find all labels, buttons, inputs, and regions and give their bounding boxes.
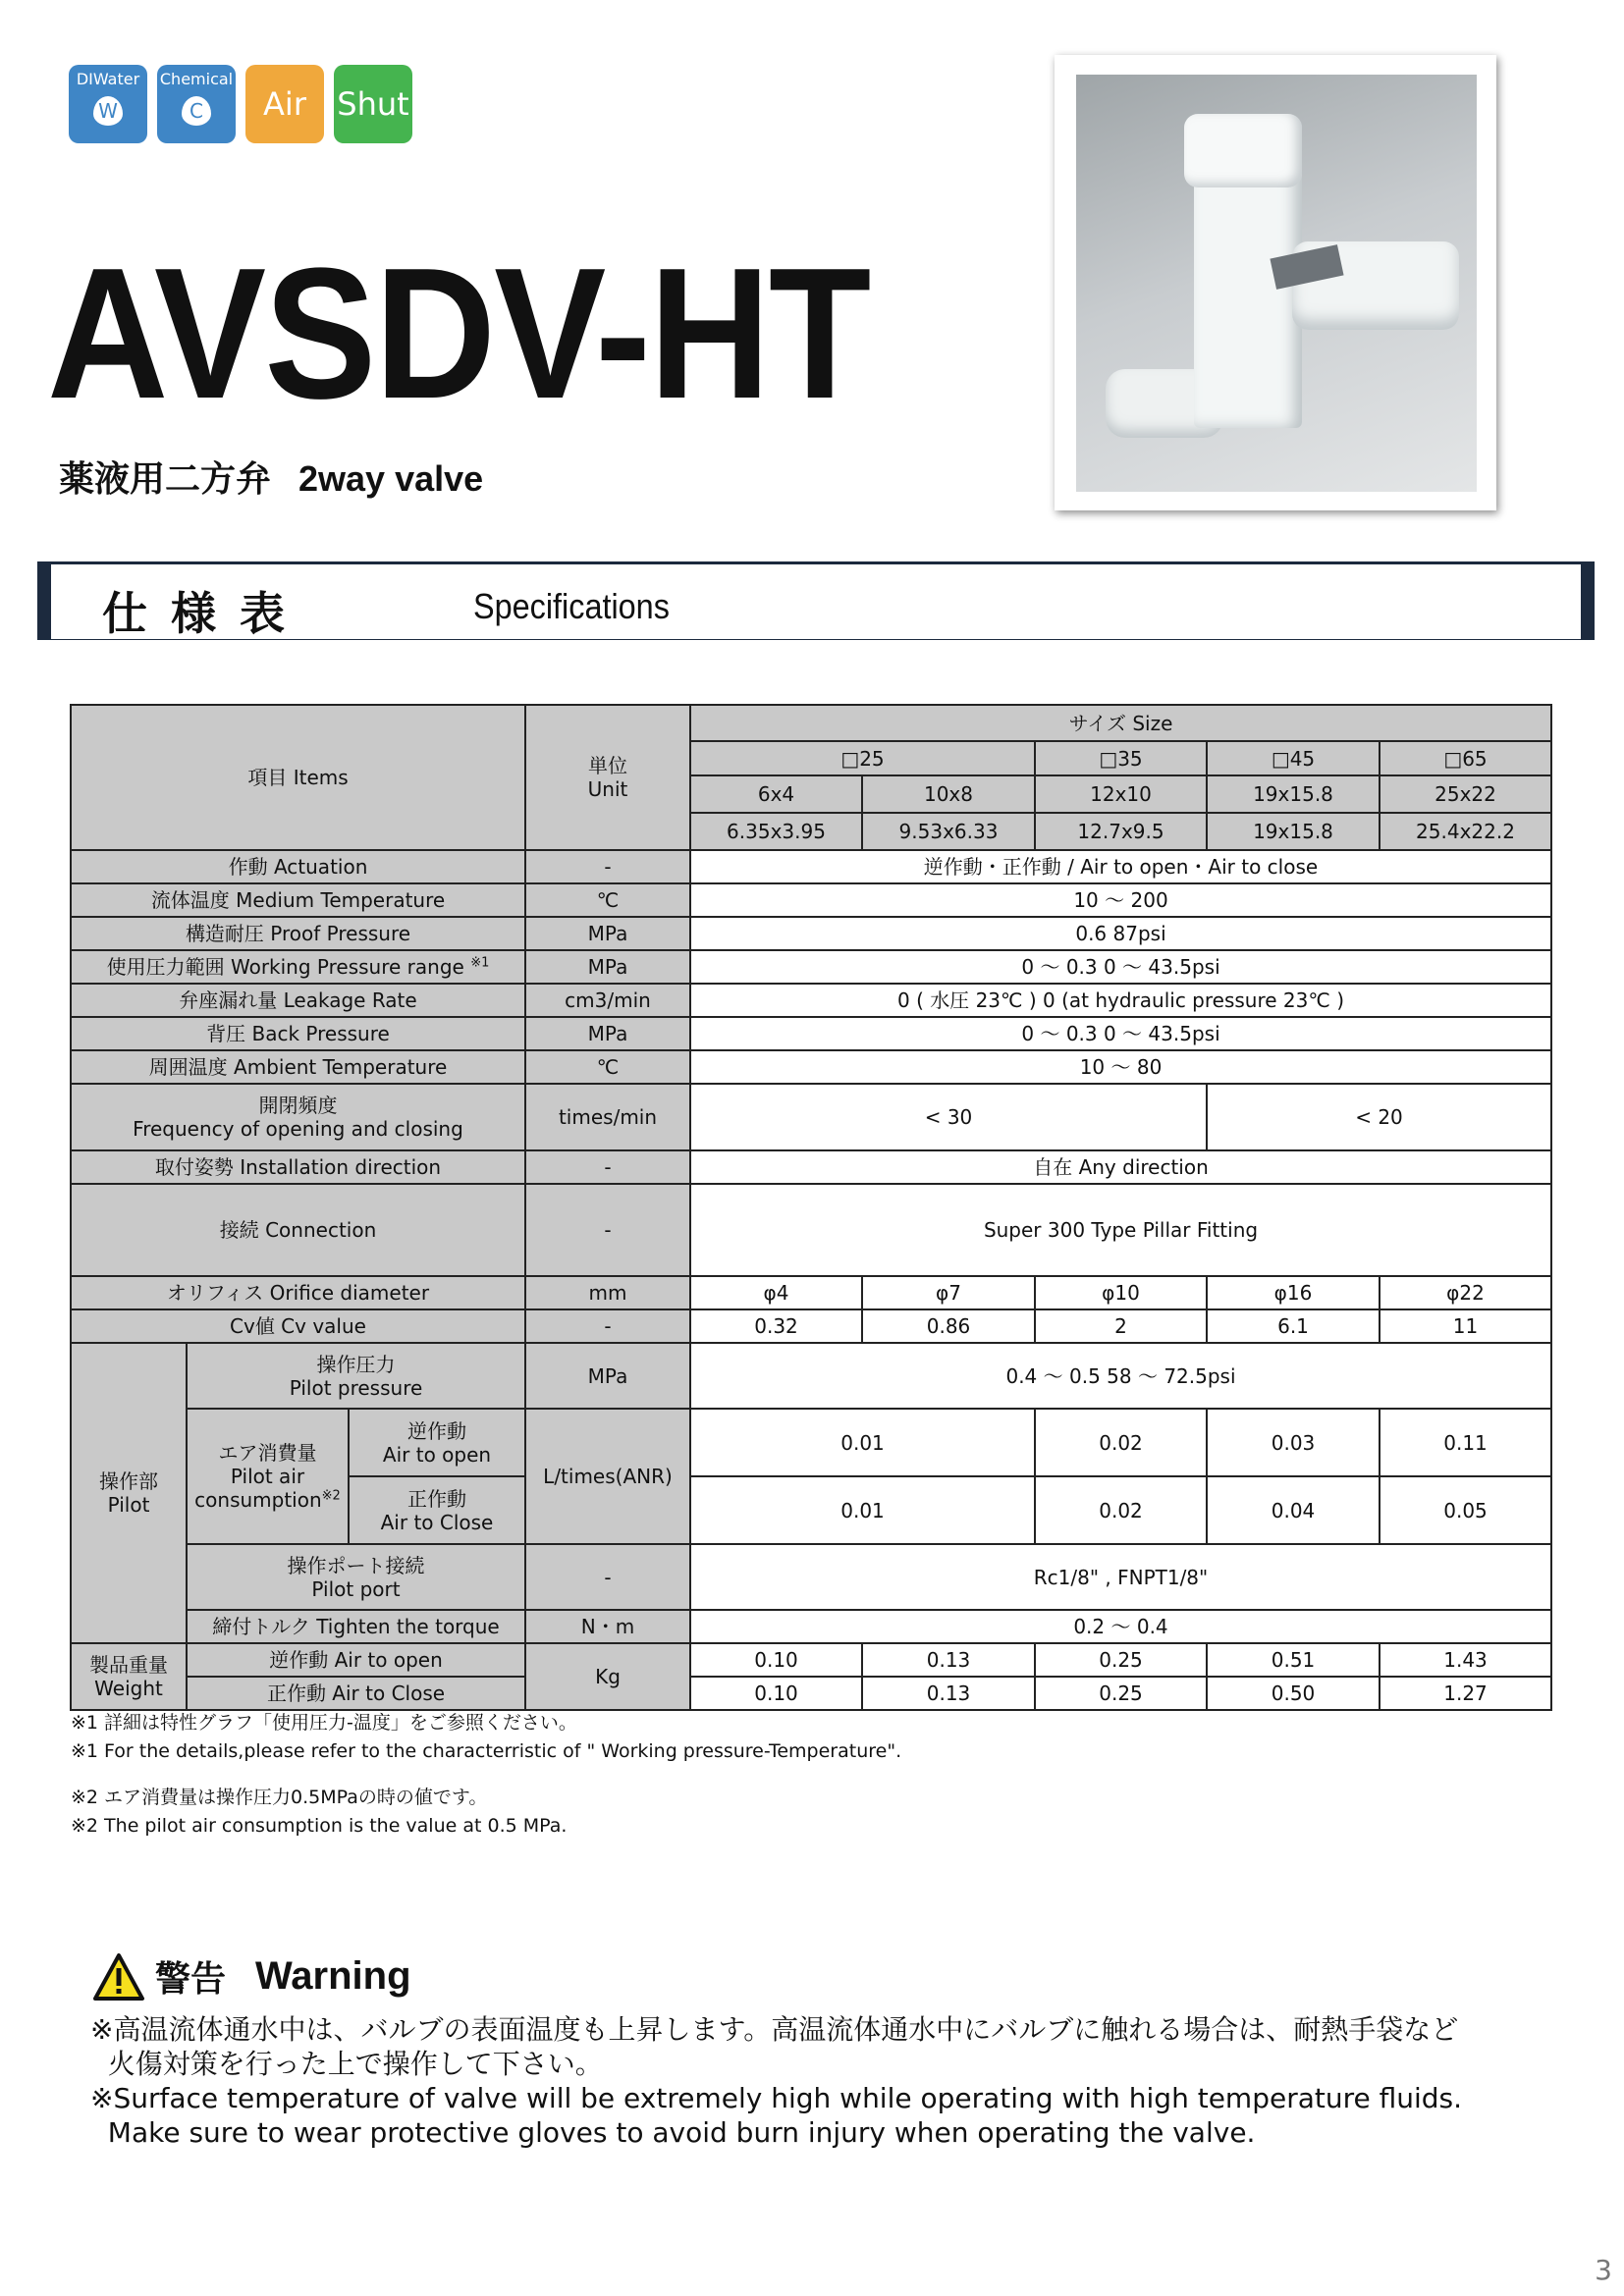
row-label-working xyxy=(71,950,525,984)
chemical-badge xyxy=(157,65,236,143)
frequency-label-jp: 開閉頻度 xyxy=(258,1094,338,1117)
warning-line: ※高温流体通水中は、バルブの表面温度も上昇します。高温流体通水中にバルブに触れる場合は、耐熱手袋など xyxy=(90,2013,1459,2046)
diwater-badge xyxy=(69,65,147,143)
pilot-port-en: Pilot port xyxy=(311,1576,401,1601)
row-value: 0.2 ～ 0.4 xyxy=(690,1610,1551,1643)
row-value: 1.27 xyxy=(1380,1677,1551,1710)
section-header xyxy=(37,561,1595,640)
size-inch-cell: 9.53x6.33 xyxy=(862,813,1035,850)
valve-cap xyxy=(1184,114,1302,187)
page-number: 3 xyxy=(1595,2254,1612,2286)
size-group-65: □65 xyxy=(1380,741,1551,775)
water-drop-icon xyxy=(93,96,123,126)
row-value: 2 xyxy=(1035,1309,1207,1343)
row-value: 0.6 87psi xyxy=(690,917,1551,950)
header-items: 項目 Items xyxy=(71,705,525,850)
row-value: 0.03 xyxy=(1207,1409,1380,1476)
header-unit xyxy=(525,705,690,850)
subtitle-jp: 薬液用二方弁 xyxy=(59,459,272,500)
row-value: 6.1 xyxy=(1207,1309,1380,1343)
header-unit-jp: 単位 xyxy=(588,754,627,777)
size-cell: 19x15.8 xyxy=(1207,775,1380,813)
warning-icon xyxy=(92,1952,145,2002)
weight-group-label xyxy=(71,1643,187,1710)
chemical-symbol: C xyxy=(189,99,203,123)
row-value: 0 ～ 0.3 0 ～ 43.5psi xyxy=(690,950,1551,984)
size-cell: 6x4 xyxy=(690,775,862,813)
row-value: < 30 xyxy=(690,1084,1207,1150)
size-group-45: □45 xyxy=(1207,741,1380,775)
subtitle-en: 2way valve xyxy=(298,458,484,499)
warning-title-en: Warning xyxy=(255,1954,411,1998)
note-2-en: ※2 The pilot air consumption is the value at 0.5 MPa. xyxy=(71,1815,568,1837)
note-1-en: ※1 For the details,please refer to the characterristic of " Working pressure-Temperature". xyxy=(71,1740,902,1762)
row-value: 0.02 xyxy=(1035,1409,1207,1476)
row-value: 0 ( 水圧 23℃ ) 0 (at hydraulic pressure 23℃ ) xyxy=(690,984,1551,1017)
air-open-en: Air to open xyxy=(382,1442,492,1467)
row-value: 逆作動・正作動 / Air to open・Air to close xyxy=(690,850,1551,883)
row-value: 0.32 xyxy=(690,1309,862,1343)
spec-table xyxy=(70,704,1552,1711)
warning-text xyxy=(90,2012,1462,2150)
row-value: 自在 Any direction xyxy=(690,1150,1551,1184)
pilot-group-label xyxy=(71,1343,187,1643)
product-title: AVSDV-HT xyxy=(47,230,870,438)
size-inch-cell: 6.35x3.95 xyxy=(690,813,862,850)
row-value: φ4 xyxy=(690,1276,862,1309)
header-size: サイズ Size xyxy=(690,705,1551,741)
row-value: 0.4 ～ 0.5 58 ～ 72.5psi xyxy=(690,1343,1551,1409)
size-cell: 25x22 xyxy=(1380,775,1551,813)
row-value: 11 xyxy=(1380,1309,1551,1343)
row-unit: - xyxy=(525,1309,690,1343)
air-open-label xyxy=(350,1410,524,1477)
section-title-jp: 仕様表 xyxy=(102,587,308,640)
section-title-en: Specifications xyxy=(473,586,670,626)
row-value: 0.02 xyxy=(1035,1476,1207,1544)
product-photo xyxy=(1055,55,1496,510)
size-inch-cell: 19x15.8 xyxy=(1207,813,1380,850)
warning-header xyxy=(92,1951,411,2002)
row-value: 0.13 xyxy=(862,1677,1035,1710)
row-unit: Kg xyxy=(525,1643,690,1710)
row-label-leakage: 弁座漏れ量 Leakage Rate xyxy=(71,984,525,1017)
shut-label: Shut xyxy=(337,85,409,123)
note-2-jp: ※2 エア消費量は操作圧力0.5MPaの時の値です。 xyxy=(71,1787,488,1808)
air-badge xyxy=(245,65,324,143)
row-unit: - xyxy=(525,1150,690,1184)
warning-line: 火傷対策を行った上で操作して下さい。 xyxy=(90,2048,603,2080)
row-value: φ22 xyxy=(1380,1276,1551,1309)
row-value: 0.04 xyxy=(1207,1476,1380,1544)
pilot-group-jp: 操作部 xyxy=(99,1469,158,1493)
working-label-text: 使用圧力範囲 Working Pressure range xyxy=(106,955,464,979)
shut-badge xyxy=(334,65,412,143)
row-unit: N・m xyxy=(525,1610,690,1643)
row-value: 1.43 xyxy=(1380,1643,1551,1677)
size-inch-cell: 25.4x22.2 xyxy=(1380,813,1551,850)
air-open-jp: 逆作動 xyxy=(407,1418,466,1443)
warning-line: Make sure to wear protective gloves to avoid burn injury when operating the valve. xyxy=(90,2116,1256,2149)
row-label-orifice: オリフィス Orifice diameter xyxy=(71,1276,525,1309)
row-value: 0.51 xyxy=(1207,1643,1380,1677)
pilot-port-jp: 操作ポート接続 xyxy=(287,1553,425,1577)
weight-close-label: 正作動 Air to Close xyxy=(187,1677,525,1710)
usage-badges xyxy=(69,65,412,143)
weight-group-en: Weight xyxy=(94,1677,163,1700)
size-inch-cell: 12.7x9.5 xyxy=(1035,813,1207,850)
air-close-en: Air to Close xyxy=(380,1510,494,1534)
row-value: 0.13 xyxy=(862,1643,1035,1677)
row-label-connection: 接続 Connection xyxy=(71,1184,525,1276)
row-unit: times/min xyxy=(525,1084,690,1150)
row-unit: - xyxy=(525,850,690,883)
air-consumption-label-cell xyxy=(187,1409,525,1544)
row-unit: mm xyxy=(525,1276,690,1309)
air-consumption-jp: エア消費量 xyxy=(218,1441,317,1465)
row-unit: MPa xyxy=(525,917,690,950)
air-footnote: ※2 xyxy=(321,1488,341,1504)
pilot-pressure-jp: 操作圧力 xyxy=(316,1352,396,1376)
row-value: φ10 xyxy=(1035,1276,1207,1309)
row-label-install: 取付姿勢 Installation direction xyxy=(71,1150,525,1184)
air-consumption-en1: Pilot air xyxy=(230,1465,305,1488)
air-mode-labels xyxy=(350,1410,524,1543)
header-unit-en: Unit xyxy=(587,777,628,801)
row-value: < 20 xyxy=(1207,1084,1551,1150)
row-value: Super 300 Type Pillar Fitting xyxy=(690,1184,1551,1276)
air-consumption-en2: consumption xyxy=(194,1488,322,1512)
row-unit: L/times(ANR) xyxy=(525,1409,690,1544)
row-value: 10 ～ 200 xyxy=(690,883,1551,917)
row-unit: - xyxy=(525,1184,690,1276)
footnotes xyxy=(71,1709,901,1841)
size-group-25: □25 xyxy=(690,741,1035,775)
size-group-35: □35 xyxy=(1035,741,1207,775)
note-1-jp: ※1 詳細は特性グラフ「使用圧力-温度」をご参照ください。 xyxy=(71,1712,577,1734)
row-unit: MPa xyxy=(525,1343,690,1409)
row-value: 0.10 xyxy=(690,1677,862,1710)
frequency-label-en: Frequency of opening and closing xyxy=(133,1117,463,1141)
row-value: 0.11 xyxy=(1380,1409,1551,1476)
size-cell: 10x8 xyxy=(862,775,1035,813)
row-value: φ7 xyxy=(862,1276,1035,1309)
row-value: 0 ～ 0.3 0 ～ 43.5psi xyxy=(690,1017,1551,1050)
row-unit: ℃ xyxy=(525,1050,690,1084)
row-value: 0.05 xyxy=(1380,1476,1551,1544)
air-close-jp: 正作動 xyxy=(407,1486,466,1511)
warning-line: ※Surface temperature of valve will be extremely high while operating with high temperature fluids. xyxy=(90,2082,1463,2114)
weight-open-label: 逆作動 Air to open xyxy=(187,1643,525,1677)
pilot-pressure-en: Pilot pressure xyxy=(289,1375,423,1400)
row-unit: MPa xyxy=(525,950,690,984)
row-label-frequency xyxy=(71,1084,525,1150)
air-label: Air xyxy=(263,85,306,123)
row-label-medium-temp: 流体温度 Medium Temperature xyxy=(71,883,525,917)
row-value: Rc1/8" , FNPT1/8" xyxy=(690,1544,1551,1610)
row-label-cv: Cv値 Cv value xyxy=(71,1309,525,1343)
row-value: 0.50 xyxy=(1207,1677,1380,1710)
product-subtitle xyxy=(59,452,483,502)
row-unit: - xyxy=(525,1544,690,1610)
air-close-label xyxy=(350,1477,524,1543)
torque-label: 締付トルク Tighten the torque xyxy=(187,1610,525,1643)
row-value: 10 ～ 80 xyxy=(690,1050,1551,1084)
row-value: 0.10 xyxy=(690,1643,862,1677)
row-value: φ16 xyxy=(1207,1276,1380,1309)
diwater-label: DIWater xyxy=(76,70,140,88)
air-consumption-label xyxy=(188,1410,350,1543)
warning-title-jp: 警告 xyxy=(155,1959,227,2000)
row-value: 0.01 xyxy=(690,1409,1035,1476)
valve-image xyxy=(1076,75,1477,492)
row-value: 0.01 xyxy=(690,1476,1035,1544)
row-label-actuation: 作動 Actuation xyxy=(71,850,525,883)
pilot-group-en: Pilot xyxy=(107,1493,150,1517)
working-footnote: ※1 xyxy=(470,955,490,971)
row-value: 0.25 xyxy=(1035,1643,1207,1677)
diwater-symbol: W xyxy=(98,99,118,123)
pilot-port-label xyxy=(187,1544,525,1610)
row-label-proof: 構造耐圧 Proof Pressure xyxy=(71,917,525,950)
row-value: 0.86 xyxy=(862,1309,1035,1343)
row-unit: cm3/min xyxy=(525,984,690,1017)
row-unit: ℃ xyxy=(525,883,690,917)
size-cell: 12x10 xyxy=(1035,775,1207,813)
row-unit: MPa xyxy=(525,1017,690,1050)
weight-group-jp: 製品重量 xyxy=(89,1653,168,1677)
row-label-back: 背圧 Back Pressure xyxy=(71,1017,525,1050)
chemical-label: Chemical xyxy=(159,70,234,88)
row-label-ambient: 周囲温度 Ambient Temperature xyxy=(71,1050,525,1084)
chemical-drop-icon xyxy=(182,96,211,126)
row-value: 0.25 xyxy=(1035,1677,1207,1710)
pilot-pressure-label xyxy=(187,1343,525,1409)
